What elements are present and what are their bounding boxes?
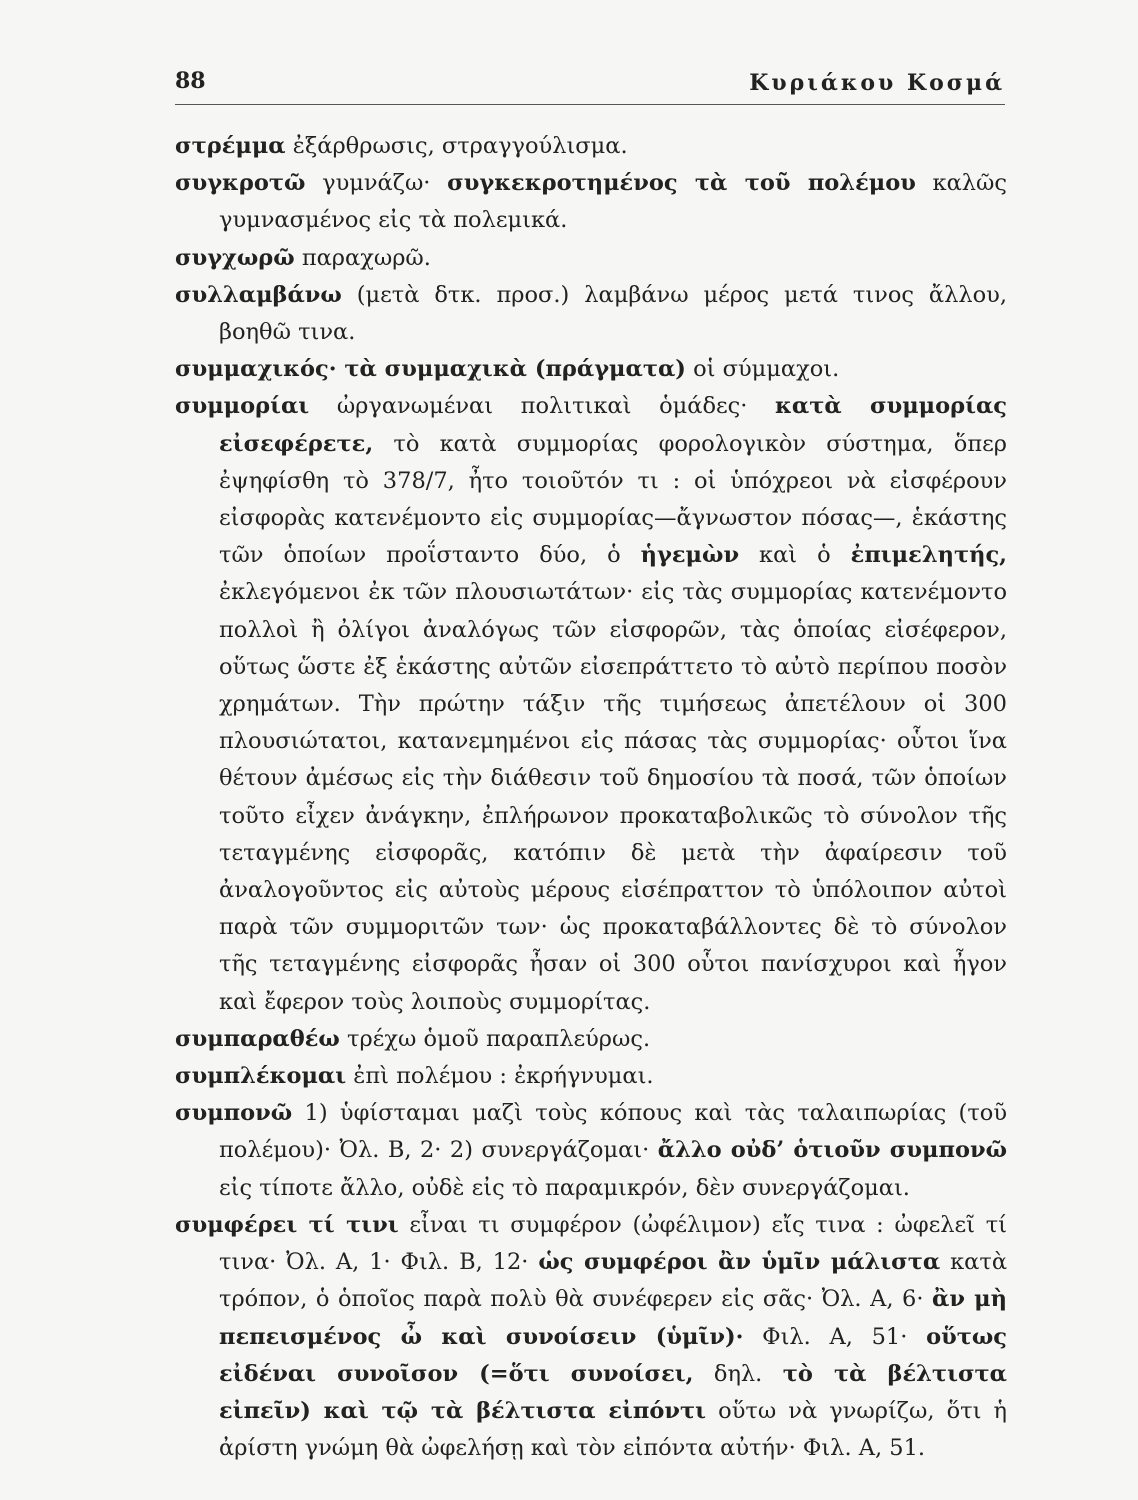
entry-bold-phrase: ἡγεμὼν: [640, 542, 740, 569]
dictionary-entry: [175, 1021, 1007, 1058]
entry-definition-text: παραχωρῶ.: [294, 244, 431, 271]
entry-headword: συγχωρῶ: [175, 244, 295, 271]
entry-definition-text: εἰς τίποτε ἄλλο, οὐδὲ εἰς τὸ παραμικρόν, δὲν συνεργάζομαι.: [219, 1174, 910, 1201]
entry-definition-text: οὕτω νὰ γνωρίζω, ὅτι ἡ ἀρίστη γνώμη θὰ ὠφελήσῃ καὶ τὸν εἰπόντα αὐτήν· Φιλ. Α, 51.: [219, 1397, 1007, 1462]
entry-definition-text: ἐκλεγόμενοι ἐκ τῶν πλουσιωτάτων· εἰς τὰς συμμορίας κατενέμοντο πολλοὶ ἢ ὀλίγοι ἀναλόγως τῶν εἰσφορῶν, τὰς ὁποίας εἰσέφερον, οὕτως ὥστε ἐξ ἑκάστης αὐτῶν εἰσεπράττετο τὸ αὐτὸ περίπου ποσὸν χρημάτων. Τὴν πρώτην τάξιν τῆς τιμήσεως ἀπετέλουν οἱ 300 πλουσιώτατοι, κατανεμημένοι εἰς πάσας τὰς συμμορίας· οὗτοι ἵνα θέτουν ἀμέσως εἰς τὴν διάθεσιν τοῦ δημοσίου τὰ ποσά, τῶν ὁποίων τοῦτο εἶχεν ἀνάγκην, ἐπλήρωνον προκαταβολικῶς τὸ σύνολον τῆς τεταγμένης εἰσφορᾶς, κατόπιν δὲ μετὰ τὴν ἀφαίρεσιν τοῦ ἀναλογοῦντος εἰς αὐτοὺς μέρους εἰσέπραττον τὸ ὑπόλοιπον αὐτοὶ παρὰ τῶν συμμοριτῶν των· ὡς προκαταβάλλοντες δὲ τὸ σύνολον τῆς τεταγμένης εἰσφορᾶς ἦσαν οἱ 300 οὗτοι πανίσχυροι καὶ ἦγον καὶ ἔφερον τοὺς λοιποὺς συμμορίτας.: [219, 579, 1007, 1015]
entry-definition-text: τὸ κατὰ συμμορίας φορολογικὸν σύστημα, ὅπερ ἐψηφίσθη τὸ 378/7, ἦτο τοιοῦτόν τι : οἱ ὑπόχρεοι νὰ εἰσφέρουν εἰσφορὰς κατενέμοντο εἰς συμμορίας—ἄγνωστον πόσας—, ἑκάστης τῶν ὁποίων προΐσταντο δύο, ὁ: [219, 430, 1007, 569]
entry-definition-text: ἐξάρθρωσις, στραγγούλισμα.: [285, 133, 628, 159]
dictionary-entry: [175, 1207, 1007, 1467]
page-header: [175, 68, 1005, 105]
dictionary-entries: [175, 128, 1007, 1467]
entry-bold-phrase: ἄλλο οὐδ’ ὁτιοῦν συμπονῶ: [657, 1137, 1007, 1164]
entry-headword: συμπαραθέω: [175, 1025, 340, 1052]
entry-bold-phrase: τὸ τὰ βέλτιστα εἰπεῖν) καὶ τῷ τὰ βέλτιστα εἰπόντι: [219, 1360, 1007, 1424]
entry-headword: συμπονῶ: [175, 1100, 293, 1127]
entry-definition-text: 1) ὑφίσταμαι μαζὶ τοὺς κόπους καὶ τὰς ταλαιπωρίας (τοῦ πολέμου)· Ὀλ. Β, 2· 2) συνεργάζομαι·: [219, 1100, 1007, 1164]
entry-definition-text: τρέχω ὁμοῦ παραπλεύρως.: [339, 1025, 651, 1052]
entry-definition-text: κατὰ τρόπον, ὁ ὁποῖος παρὰ πολὺ θὰ συνέφερεν εἰς σᾶς· Ὀλ. Α, 6·: [219, 1249, 1008, 1313]
dictionary-entry: [175, 351, 1007, 388]
dictionary-entry: [175, 128, 1007, 165]
entry-definition-text: γυμνάζω·: [305, 170, 448, 197]
entry-headword: συλλαμβάνω: [175, 281, 342, 308]
entry-definition-text: δηλ.: [693, 1360, 783, 1387]
entry-bold-phrase: ἂν μὴ πεπεισμένος ὦ καὶ συνοίσειν (ὑμῖν)·: [219, 1286, 1007, 1350]
entry-headword: συμπλέκομαι: [175, 1063, 347, 1090]
dictionary-entry: [175, 240, 1007, 277]
dictionary-entry: [175, 1095, 1007, 1207]
entry-definition-text: ἐπὶ πολέμου : ἐκρήγνυμαι.: [346, 1063, 654, 1090]
entry-headword: συμμαχικός· τὰ συμμαχικὰ (πράγματα): [175, 356, 686, 383]
entry-bold-phrase: κατὰ συμμορίας εἰσεφέρετε,: [219, 393, 1008, 457]
entry-bold-phrase: ἐπιμελητής,: [850, 542, 1007, 569]
entry-bold-phrase: ὡς συμφέροι ἂν ὑμῖν μάλιστα: [538, 1249, 941, 1276]
entry-headword: στρέμμα: [175, 133, 286, 159]
dictionary-entry: [175, 388, 1007, 1020]
entry-definition-text: οἱ σύμμαχοι.: [685, 356, 840, 383]
entry-definition-text: καλῶς γυμνασμένος εἰς τὰ πολεμικά.: [219, 170, 1008, 234]
entry-bold-phrase: οὕτως εἰδέναι συνοῖσον (=ὅτι συνοίσει,: [219, 1323, 1007, 1387]
entry-bold-phrase: συγκεκροτημένος τὰ τοῦ πολέμου: [447, 170, 916, 197]
entry-definition-text: εἶναι τι συμφέρον (ὠφέλιμον) εἴς τινα : ὠφελεῖ τί τινα· Ὀλ. Α, 1· Φιλ. Β, 12·: [219, 1211, 1007, 1276]
entry-definition-text: καὶ ὁ: [739, 542, 851, 569]
dictionary-entry: [175, 277, 1007, 351]
dictionary-entry: [175, 1058, 1007, 1095]
dictionary-entry: [175, 165, 1007, 239]
running-title: Κυριάκου Κοσμά: [749, 70, 1005, 96]
entry-definition-text: Φιλ. Α, 51·: [743, 1323, 927, 1350]
entry-headword: συμφέρει τί τινι: [175, 1211, 399, 1238]
entry-headword: συγκροτῶ: [175, 170, 306, 197]
entry-definition-text: ὠργανωμέναι πολιτικαὶ ὁμάδες·: [309, 393, 776, 420]
page-number: 88: [175, 68, 206, 94]
entry-headword: συμμορίαι: [175, 393, 310, 420]
entry-definition-text: (μετὰ δτκ. προσ.) λαμβάνω μέρος μετά τινος ἄλλου, βοηθῶ τινα.: [219, 281, 1007, 346]
